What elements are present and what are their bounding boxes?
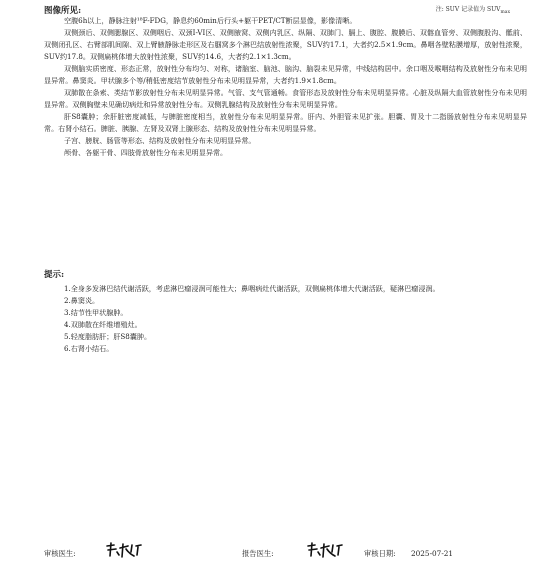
review-date-label: 审核日期: — [364, 549, 396, 558]
findings-paragraph: 颅骨、各躯干骨、四肢骨放射性分布未见明显异常。 — [64, 148, 228, 157]
findings-paragraph: 双肺散在条索、类结节影放射性分布未见明显异常。气管、支气管通畅。食管形态及放射性分布未见明显异常。心脏及纵隔大血管放射性分布未见明显异常。双侧胸壁未见确切病灶和异常放射性分布。双侧乳腺结构及放射性分布未见明显异常。 — [44, 88, 527, 109]
hint-item: 5.轻度脂肪肝；肝S8囊肿。 — [64, 332, 152, 341]
findings-paragraph: 双侧颈后、双侧腮腺区、双侧咽后、双颈I-VI区、双侧腋窝、双侧内乳区、纵隔、双肺门、膈上、腹腔、腹膜后、双髂血管旁、双侧腹股沟、骶前、双侧闭孔区、右臂部肌间隙、双上臂腋静脉走形区及右腘窝多个淋巴结放射性浓聚，SUV约17.1，大者约2.5×1.9cm。鼻咽各壁粘膜增厚，放射性浓聚，SUV约17.8。双侧扁桃体增大放射性浓聚，SUV约14.6，大者约2.1×1.3cm。 — [44, 28, 527, 61]
reviewer-label: 审核医生: — [44, 549, 76, 558]
suv-note — [436, 4, 510, 15]
findings-paragraph: 肝S8囊肿；余肝脏密度减低，与脾脏密度相当，放射性分布未见明显异常。肝内、外胆管未见扩张。胆囊、胃及十二指肠放射性分布未见明显异常。右肾小结石。脾脏、胰腺、左肾及双肾上腺形态、结构及放射性分布未见明显异常。 — [44, 112, 527, 133]
reviewer-signature — [104, 540, 144, 560]
reporter-label: 报告医生: — [242, 549, 274, 558]
hint-item: 3.结节性甲状腺肿。 — [64, 308, 128, 317]
findings-title: 图像所见: — [44, 6, 82, 16]
findings-paragraph: 双侧脑实质密度、形态正常，放射性分布均匀、对称，诸脑室、脑池、脑沟、脑裂未见异常，中线结构居中。余口咽及喉咽结构及放射性分布未见明显异常。鼻窦炎。甲状腺多个等/稍低密度结节放射性分布未见明显异常，大者约1.9×1.8cm。 — [44, 64, 527, 85]
findings-paragraph: 空腹6h以上，静脉注射¹⁸F-FDG，静息约60min后行头+躯干PET/CT断层显像，影像清晰。 — [64, 16, 357, 25]
hints-title: 提示: — [44, 270, 65, 280]
hint-item: 1.全身多发淋巴结代谢活跃，考虑淋巴瘤浸润可能性大；鼻咽病灶代谢活跃，双侧扁桃体增大代谢活跃，疑淋巴瘤浸润。 — [64, 284, 440, 293]
hint-item: 6.右肾小结石。 — [64, 344, 114, 353]
review-date-value: 2025-07-21 — [411, 549, 454, 558]
hints-list — [64, 283, 526, 355]
reporter-signature — [305, 540, 345, 560]
hint-item: 2.鼻窦炎。 — [64, 296, 100, 305]
suv-note-prefix: 注: SUV 记录值为 SUV — [435, 6, 501, 13]
hint-item: 4.双肺散在纤维增殖灶。 — [64, 320, 142, 329]
findings-body — [44, 15, 527, 159]
findings-paragraph: 子宫、膀胱、肠管等形态、结构及放射性分布未见明显异常。 — [64, 136, 256, 145]
suv-note-sub: max — [500, 10, 510, 16]
